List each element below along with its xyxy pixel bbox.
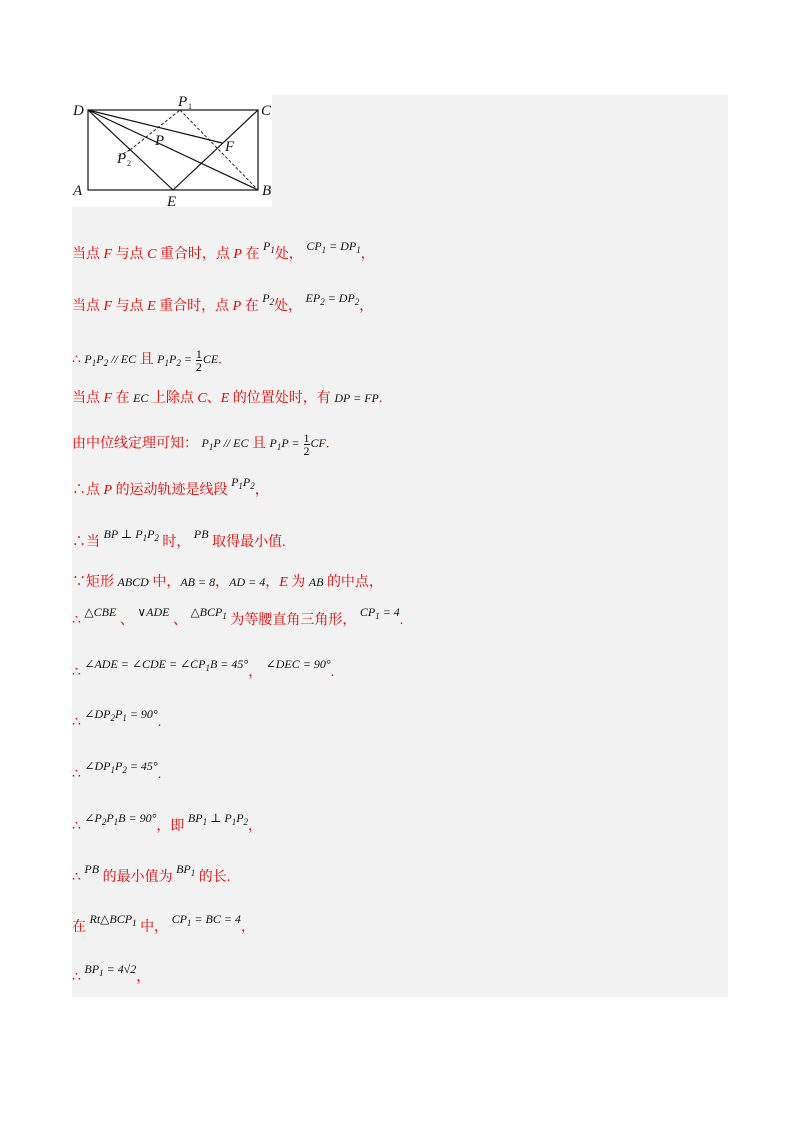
math-angle-DP2P1-90: $\angle DP_2P_1 = 90^\circ$	[84, 707, 158, 723]
label-P: P	[155, 133, 165, 149]
label-E: E	[167, 194, 177, 207]
label-P1-sub: 1	[188, 102, 192, 111]
math-AB: AB	[308, 575, 324, 589]
math-ABCD: ABCD	[117, 575, 149, 589]
solution-line-3: ∴ $P_1P_2$ // EC 且 $P_1P_2$ = $\frac{1}{2}$ CE.	[72, 347, 222, 374]
solution-line-6: ∴点 P 的运动轨迹是线段 $P_1P_2$，	[72, 475, 269, 498]
solution-line-7: ∴当 BP ⊥ $P_1P_2$ 时， PB 取得最小值.	[72, 527, 286, 550]
math-angle-DEC-90: ∠DEC = 90°	[265, 657, 331, 671]
math-BP1-eq-4root2: $BP_1 = 4√2$	[84, 962, 137, 978]
math-angle-DP1P2-45: $\angle DP_1P_2 = 45^\circ$	[84, 759, 158, 775]
segment-EC	[173, 110, 258, 190]
label-P2-sub: 2	[127, 159, 131, 168]
label-A: A	[73, 183, 83, 199]
label-F: F	[225, 139, 235, 155]
label-D: D	[73, 103, 84, 119]
math-triangle-CBE: △CBE	[84, 605, 117, 619]
math-BP-perp-P1P2: BP ⊥ $P_1P_2$	[103, 527, 159, 543]
math-P1P2-half-CE: $P_1P_2$ = $\frac{1}{2}$ CE	[157, 347, 219, 374]
math-P2: $P_2$	[262, 291, 275, 307]
math-BP1: $BP_1$	[176, 862, 196, 878]
math-AD-eq-4: AD = 4	[229, 575, 266, 589]
label-C: C	[261, 103, 272, 119]
math-BP1-perp-P1P2: $BP_1$ ⊥ $P_1P_2$	[187, 811, 249, 827]
math-EP2-eq-DP2: $EP_2 = DP_2$	[305, 291, 360, 307]
text: 当点	[72, 247, 104, 262]
solution-line-9: ∴ △CBE 、 ∨ADE 、 $\triangle BCP_1$ 为等腰直角三角形， $CP_1 = 4$.	[72, 605, 404, 628]
text: 重合时，点	[156, 247, 234, 262]
solution-line-12: ∴ $\angle DP_1P_2 = 45^\circ$.	[72, 759, 162, 782]
math-EC: EC	[133, 391, 149, 405]
text: 与点	[112, 247, 148, 262]
label-P2: P	[117, 151, 127, 167]
solution-line-2: 当点 F 与点 E 重合时，点 P 在 $P_2$处， $EP_2 = DP_2$，	[72, 291, 374, 314]
label-B: B	[262, 183, 272, 199]
solution-line-8: ∵矩形 ABCD 中，AB = 8，AD = 4，E 为 AB 的中点，	[72, 575, 383, 590]
solution-line-4: 当点 F 在 EC 上除点 C、E 的位置处时，有 DP = FP.	[72, 391, 383, 406]
solution-line-11: ∴ $\angle DP_2P_1 = 90^\circ$.	[72, 707, 162, 730]
math-CP1-eq-BC-eq-4: $CP_1$ = BC = 4	[171, 912, 241, 928]
math-angle-P2P1B-90: $\angle P_2P_1B = 90^\circ$	[84, 811, 157, 827]
geometry-diagram	[72, 95, 272, 207]
math-angles-45: ∠ADE = ∠CDE = $\angle CP_1B = 45^\circ$	[84, 657, 249, 673]
math-Rt-triangle-BCP1: $Rt\triangle BCP_1$	[89, 912, 137, 928]
var: C	[147, 247, 157, 262]
math-CP1-eq-DP1: $CP_1 = DP_1$	[306, 239, 361, 255]
label-P1: P	[178, 95, 188, 110]
math-triangle-ADE: ∨ADE	[137, 605, 170, 619]
var: F	[103, 247, 113, 262]
text: ，	[360, 247, 375, 262]
text: 处，	[274, 247, 303, 262]
solution-line-5: 由中位线定理可知： $P_1P$ // EC 且 $P_1P$ = $\frac{1}{2}$ CF.	[72, 431, 330, 458]
math-P1P-half-CF: $P_1P$ = $\frac{1}{2}$ CF	[269, 431, 326, 458]
math-P1P2: $P_1P_2$	[231, 475, 255, 491]
var: P	[233, 247, 242, 262]
math-P1P-parallel-EC: $P_1P$ // EC	[201, 436, 249, 453]
fraction: $\frac{1}{2}$	[195, 347, 202, 374]
solution-line-1	[72, 239, 375, 267]
text: 在	[241, 247, 263, 262]
math-P1: $P_1$	[262, 239, 275, 255]
math-PB: PB	[193, 527, 209, 541]
math-AB-eq-8: AB = 8	[180, 575, 216, 589]
solution-line-15: 在 $Rt\triangle BCP_1$ 中， $CP_1$ = BC = 4，	[72, 912, 255, 935]
math-PB: PB	[84, 862, 100, 876]
solution-line-13: ∴ $\angle P_2P_1B = 90^\circ$，即 $BP_1$ ⊥ $P_1P_2$，	[72, 811, 263, 834]
solution-line-10: ∴ ∠ADE = ∠CDE = $\angle CP_1B = 45^\circ$， ∠DEC = 90°.	[72, 657, 335, 680]
fraction: $\frac{1}{2}$	[303, 431, 310, 458]
solution-line-16: ∴ $BP_1 = 4√2$，	[72, 962, 151, 985]
math-P1P2-parallel-EC: $P_1P_2$ // EC	[84, 352, 137, 369]
rectangle-figure	[72, 95, 272, 207]
math-triangle-BCP1: $\triangle BCP_1$	[190, 605, 227, 621]
dashed-P1B	[180, 110, 258, 190]
math-CP1-eq-4: $CP_1 = 4$	[359, 605, 400, 621]
math-DP-eq-FP: DP = FP	[334, 391, 379, 405]
solution-line-14: ∴ PB 的最小值为 $BP_1$ 的长.	[72, 862, 231, 885]
